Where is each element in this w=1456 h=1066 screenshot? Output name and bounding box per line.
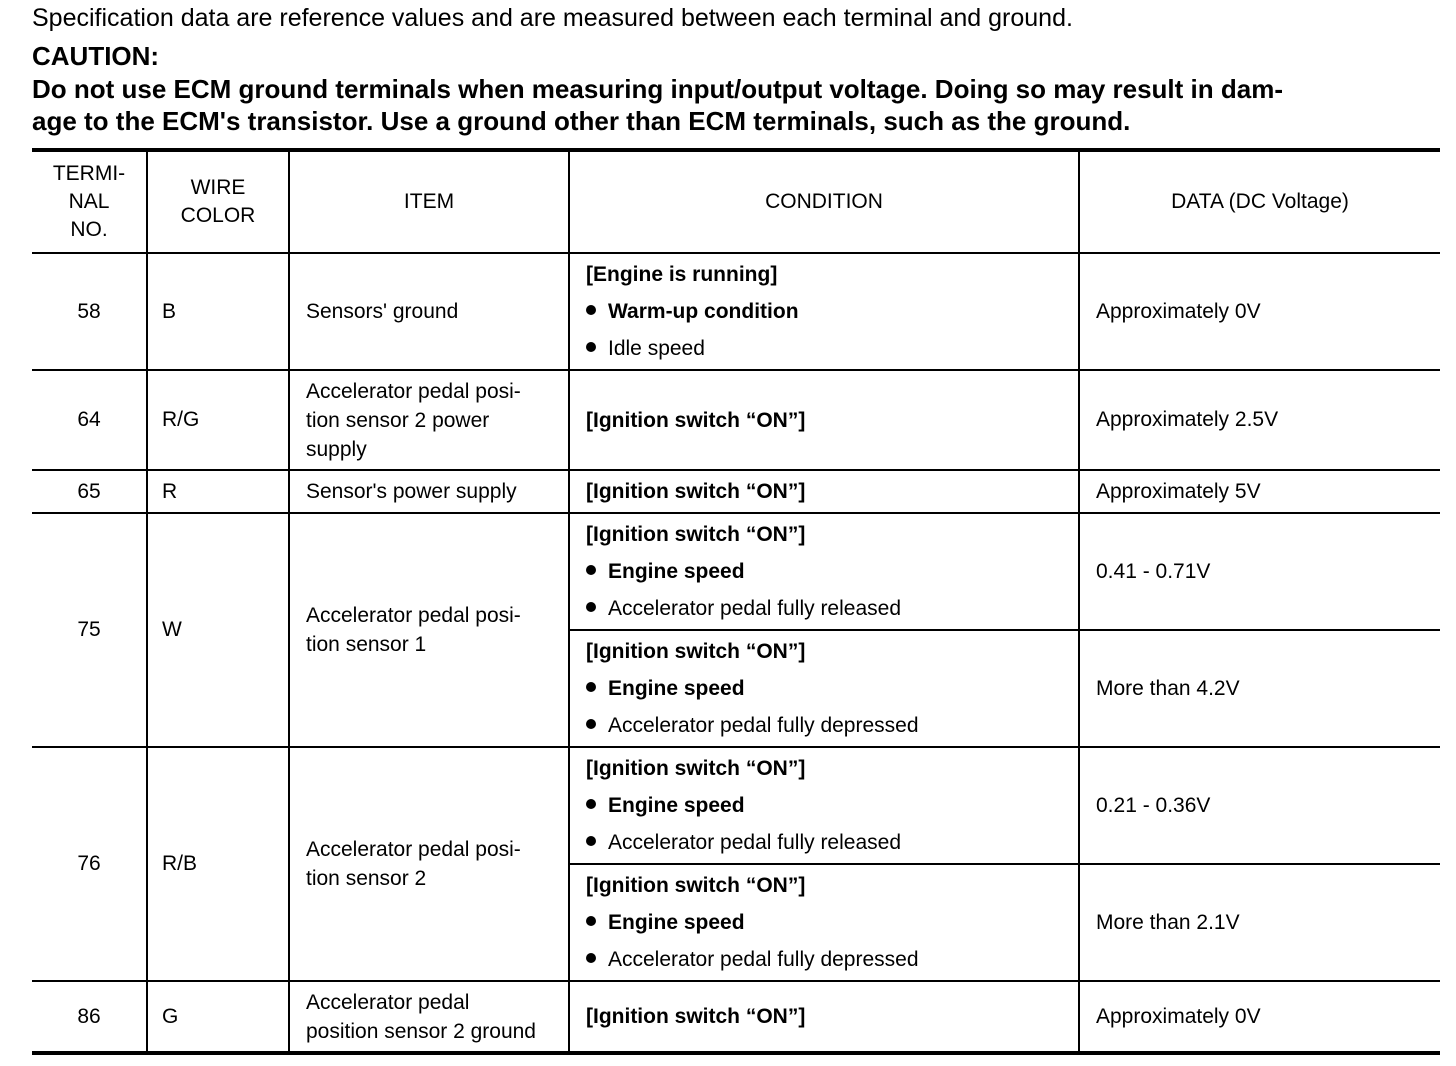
condition-text: Accelerator pedal fully released: [608, 831, 901, 854]
bullet-icon: [586, 682, 596, 692]
condition-line: [586, 402, 1078, 439]
condition-text: Accelerator pedal fully depressed: [608, 948, 919, 971]
condition-line: [586, 707, 1078, 744]
condition-text: [Ignition switch “ON”]: [586, 1005, 806, 1028]
terminal-number: 58: [32, 253, 147, 370]
table-row: [32, 370, 1440, 470]
condition-line: [586, 633, 1078, 670]
bullet-icon: [586, 916, 596, 926]
condition-cell: [569, 513, 1079, 630]
condition-text: [Ignition switch “ON”]: [586, 874, 806, 897]
item-line: tion sensor 1: [306, 633, 427, 656]
terminal-number: 76: [32, 747, 147, 981]
condition-line: [586, 590, 1078, 627]
condition-line: [586, 516, 1078, 553]
condition-line: [586, 670, 1078, 707]
item-line: Accelerator pedal posi-: [306, 604, 521, 627]
condition-text: Warm-up condition: [608, 300, 799, 323]
condition-text: [Engine is running]: [586, 263, 778, 286]
data-value: Approximately 5V: [1079, 470, 1440, 513]
wire-color: R/B: [147, 747, 289, 981]
header-terminal-line: TERMI-: [52, 162, 126, 185]
item-line: Accelerator pedal: [306, 990, 470, 1014]
terminal-number: 64: [32, 370, 147, 470]
condition-text: [Ignition switch “ON”]: [586, 523, 806, 546]
header-data: DATA (DC Voltage): [1079, 150, 1440, 253]
intro-text: Specification data are reference values and are measured between each terminal and ground.: [32, 4, 1073, 32]
header-wire-color: [147, 150, 289, 253]
condition-text: Engine speed: [608, 794, 745, 817]
terminal-number: 86: [32, 981, 147, 1053]
item-line: position sensor 2 ground: [306, 1019, 536, 1043]
bullet-icon: [586, 719, 596, 729]
table-header-row: [32, 150, 1440, 253]
item-line: tion sensor 2: [306, 867, 427, 890]
header-wire-line: COLOR: [180, 204, 256, 227]
data-value: Approximately 0V: [1079, 253, 1440, 370]
condition-line: [586, 998, 1078, 1035]
condition-line: [586, 330, 1078, 367]
condition-cell: [569, 370, 1079, 470]
condition-line: [586, 256, 1078, 293]
caution-line-1: Do not use ECM ground terminals when measuring input/output voltage. Doing so may result in dam-: [32, 74, 1283, 104]
wire-color: W: [147, 513, 289, 747]
item-line: supply: [306, 437, 367, 461]
wire-color: B: [147, 253, 289, 370]
condition-line: [586, 867, 1078, 904]
bullet-icon: [586, 565, 596, 575]
data-value: Approximately 2.5V: [1079, 370, 1440, 470]
bullet-icon: [586, 836, 596, 846]
condition-line: [586, 787, 1078, 824]
data-value: More than 4.2V: [1079, 630, 1440, 747]
table-row: [32, 513, 1440, 630]
condition-text: Accelerator pedal fully released: [608, 597, 901, 620]
bullet-icon: [586, 602, 596, 612]
table-row: [32, 253, 1440, 370]
condition-cell: [569, 747, 1079, 864]
item-line: tion sensor 2 power: [306, 408, 490, 432]
bullet-icon: [586, 305, 596, 315]
table-row: [32, 981, 1440, 1053]
condition-text: [Ignition switch “ON”]: [586, 757, 806, 780]
condition-cell: [569, 253, 1079, 370]
condition-line: [586, 824, 1078, 861]
caution-line-2: age to the ECM's transistor. Use a ground other than ECM terminals, such as the ground.: [32, 106, 1131, 136]
data-value: 0.21 - 0.36V: [1079, 747, 1440, 864]
data-value: Approximately 0V: [1079, 981, 1440, 1053]
data-value: More than 2.1V: [1079, 864, 1440, 981]
bullet-icon: [586, 953, 596, 963]
condition-line: [586, 750, 1078, 787]
table-body: [32, 253, 1440, 1053]
wire-color: R: [147, 470, 289, 513]
header-terminal-line: NAL: [68, 190, 110, 213]
item-description: [289, 370, 569, 470]
bullet-icon: [586, 342, 596, 352]
item-description: [289, 747, 569, 981]
table-row: [32, 747, 1440, 864]
condition-cell: [569, 981, 1079, 1053]
item-line: Accelerator pedal posi-: [306, 838, 521, 861]
item-line: Sensors' ground: [306, 300, 459, 323]
header-terminal-line: NO.: [70, 218, 108, 241]
condition-text: [Ignition switch “ON”]: [586, 480, 806, 503]
condition-cell: [569, 470, 1079, 513]
item-description: [289, 470, 569, 513]
header-condition: CONDITION: [569, 150, 1079, 253]
item-line: Accelerator pedal posi-: [306, 379, 521, 403]
terminal-number: 65: [32, 470, 147, 513]
terminal-number: 75: [32, 513, 147, 747]
condition-text: Idle speed: [608, 337, 705, 360]
wire-color: R/G: [147, 370, 289, 470]
condition-text: Accelerator pedal fully depressed: [608, 714, 919, 737]
data-value: 0.41 - 0.71V: [1079, 513, 1440, 630]
condition-cell: [569, 864, 1079, 981]
condition-text: Engine speed: [608, 911, 745, 934]
item-description: [289, 513, 569, 747]
condition-text: Engine speed: [608, 677, 745, 700]
item-description: [289, 981, 569, 1053]
condition-text: [Ignition switch “ON”]: [586, 408, 806, 432]
bullet-icon: [586, 799, 596, 809]
table-row: [32, 470, 1440, 513]
condition-line: [586, 473, 1078, 510]
terminal-spec-table: [32, 148, 1440, 1055]
item-line: Sensor's power supply: [306, 480, 517, 503]
item-description: [289, 253, 569, 370]
condition-text: [Ignition switch “ON”]: [586, 640, 806, 663]
wire-color: G: [147, 981, 289, 1053]
condition-cell: [569, 630, 1079, 747]
caution-body: [32, 73, 1442, 137]
condition-line: [586, 904, 1078, 941]
header-wire-line: WIRE: [190, 176, 246, 199]
condition-line: [586, 553, 1078, 590]
header-terminal-no: [32, 150, 147, 253]
header-item: ITEM: [289, 150, 569, 253]
condition-text: Engine speed: [608, 560, 745, 583]
condition-line: [586, 941, 1078, 978]
condition-line: [586, 293, 1078, 330]
caution-title: CAUTION:: [32, 41, 160, 71]
